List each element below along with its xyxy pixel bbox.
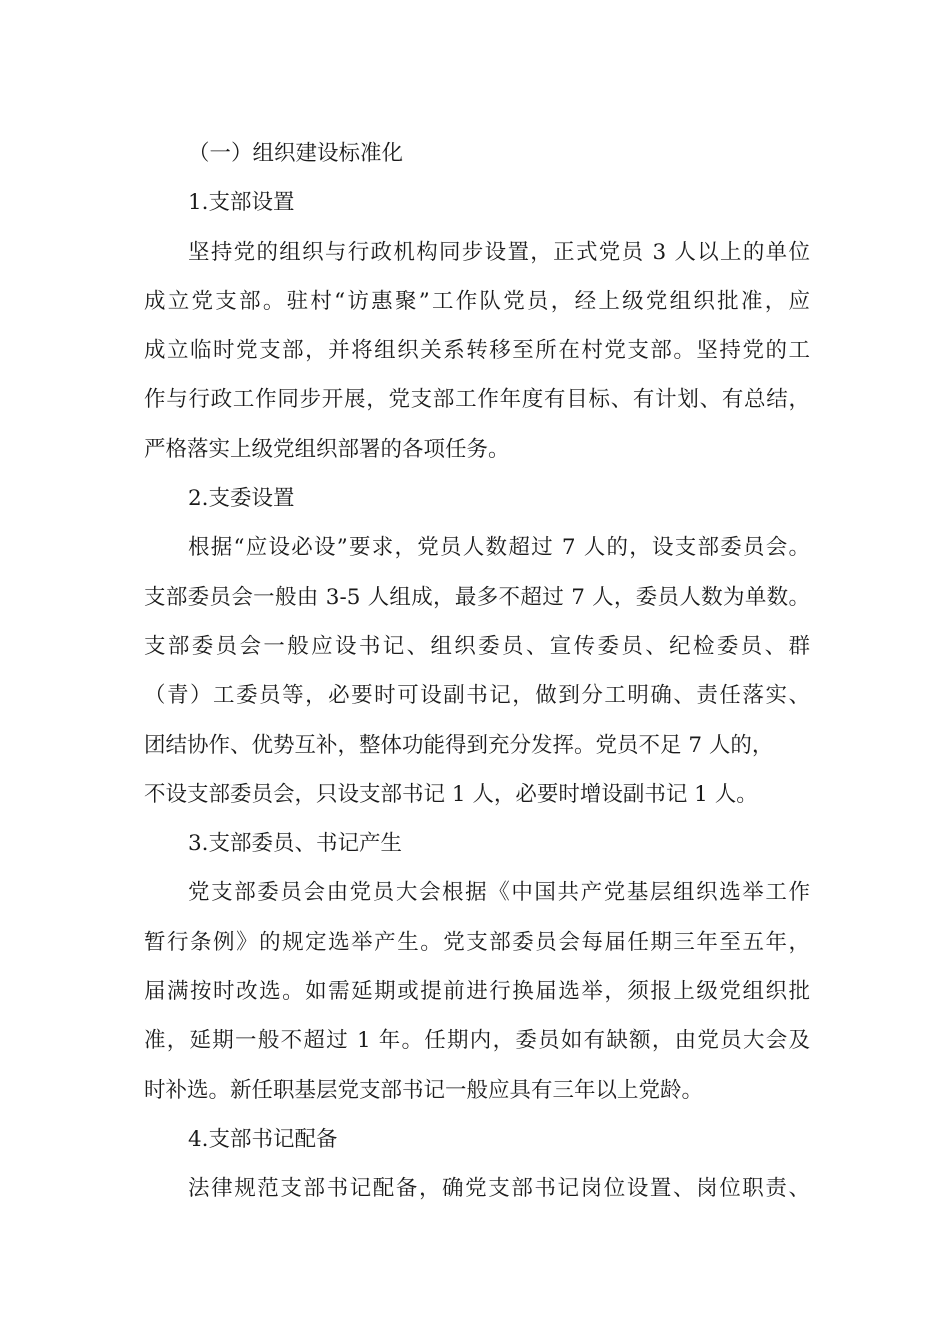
paragraph-line: 成立临时党支部，并将组织关系转移至所在村党支部。坚持党的工 <box>144 338 810 364</box>
subsection-heading-2: 2.支委设置 <box>188 486 295 512</box>
paragraph-line: 成立党支部。驻村“访惠聚”工作队党员，经上级党组织批准，应 <box>144 288 810 314</box>
paragraph-line: 时补选。新任职基层党支部书记一般应具有三年以上党龄。 <box>144 1077 704 1103</box>
paragraph-line: 团结协作、优势互补，整体功能得到充分发挥。党员不足 7 人的， <box>144 732 774 758</box>
paragraph-line: 支部委员会一般由 3-5 人组成，最多不超过 7 人，委员人数为单数。 <box>144 584 810 610</box>
paragraph-line: 党支部委员会由党员大会根据《中国共产党基层组织选举工作 <box>188 880 810 906</box>
paragraph-line: 暂行条例》的规定选举产生。党支部委员会每届任期三年至五年， <box>144 929 810 955</box>
paragraph-line: 坚持党的组织与行政机构同步设置，正式党员 3 人以上的单位 <box>188 239 810 265</box>
subsection-heading-4: 4.支部书记配备 <box>188 1126 338 1152</box>
paragraph-line: 支部委员会一般应设书记、组织委员、宣传委员、纪检委员、群 <box>144 633 810 659</box>
paragraph-line: 作与行政工作同步开展，党支部工作年度有目标、有计划、有总结， <box>144 387 810 413</box>
paragraph-line: 不设支部委员会，只设支部书记 1 人，必要时增设副书记 1 人。 <box>144 781 758 807</box>
section-heading: （一）组织建设标准化 <box>188 141 404 166</box>
paragraph-line: 根据“应设必设”要求，党员人数超过 7 人的，设支部委员会。 <box>188 535 810 561</box>
document-body <box>144 129 810 1214</box>
paragraph-line: 届满按时改选。如需延期或提前进行换届选举，须报上级党组织批 <box>144 979 810 1005</box>
paragraph-line: 严格落实上级党组织部署的各项任务。 <box>144 436 510 462</box>
paragraph-line: 准，延期一般不超过 1 年。任期内，委员如有缺额，由党员大会及 <box>144 1028 810 1054</box>
subsection-heading-3: 3.支部委员、书记产生 <box>188 831 403 857</box>
paragraph-line: （青）工委员等，必要时可设副书记，做到分工明确、责任落实、 <box>144 683 810 709</box>
subsection-heading-1: 1.支部设置 <box>188 190 295 216</box>
paragraph-line: 法律规范支部书记配备，确党支部书记岗位设置、岗位职责、 <box>188 1176 810 1202</box>
